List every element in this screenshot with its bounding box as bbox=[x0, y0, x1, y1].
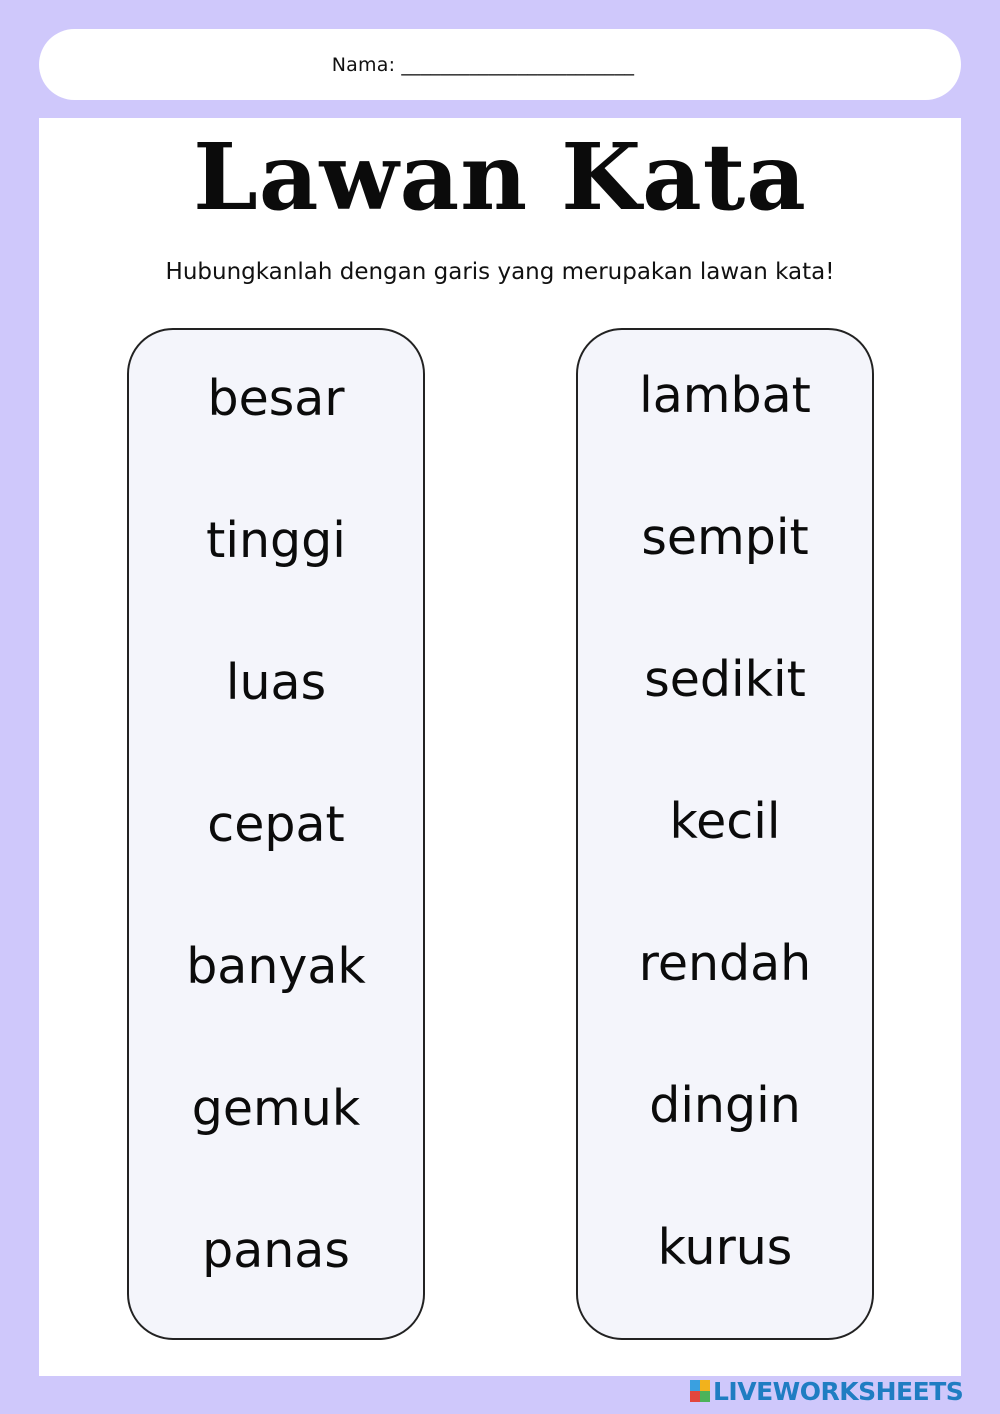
right-word-2[interactable]: sempit bbox=[641, 509, 809, 566]
left-word-1[interactable]: besar bbox=[207, 370, 345, 427]
left-word-4[interactable]: cepat bbox=[207, 796, 345, 853]
left-word-5[interactable]: banyak bbox=[186, 938, 366, 995]
liveworksheets-logo-icon bbox=[690, 1380, 710, 1402]
page-title: Lawan Kata bbox=[193, 123, 807, 231]
left-word-7[interactable]: panas bbox=[202, 1222, 350, 1279]
left-word-6[interactable]: gemuk bbox=[191, 1080, 361, 1137]
right-word-5[interactable]: rendah bbox=[638, 935, 812, 992]
name-bar bbox=[39, 29, 961, 100]
right-word-1[interactable]: lambat bbox=[639, 367, 811, 424]
instruction-text: Hubungkanlah dengan garis yang merupakan lawan kata! bbox=[165, 259, 835, 285]
left-word-column bbox=[127, 328, 425, 1340]
name-field-label: Nama: ________________________ bbox=[331, 53, 635, 76]
right-word-7[interactable]: kurus bbox=[657, 1219, 793, 1276]
left-word-3[interactable]: luas bbox=[225, 654, 327, 711]
left-word-2[interactable]: tinggi bbox=[206, 512, 346, 569]
liveworksheets-brand-text: LIVEWORKSHEETS bbox=[713, 1376, 964, 1406]
right-word-column bbox=[576, 328, 874, 1340]
right-word-3[interactable]: sedikit bbox=[644, 651, 806, 708]
liveworksheets-logo[interactable] bbox=[690, 1374, 963, 1408]
right-word-4[interactable]: kecil bbox=[669, 793, 781, 850]
right-word-6[interactable]: dingin bbox=[649, 1077, 801, 1134]
